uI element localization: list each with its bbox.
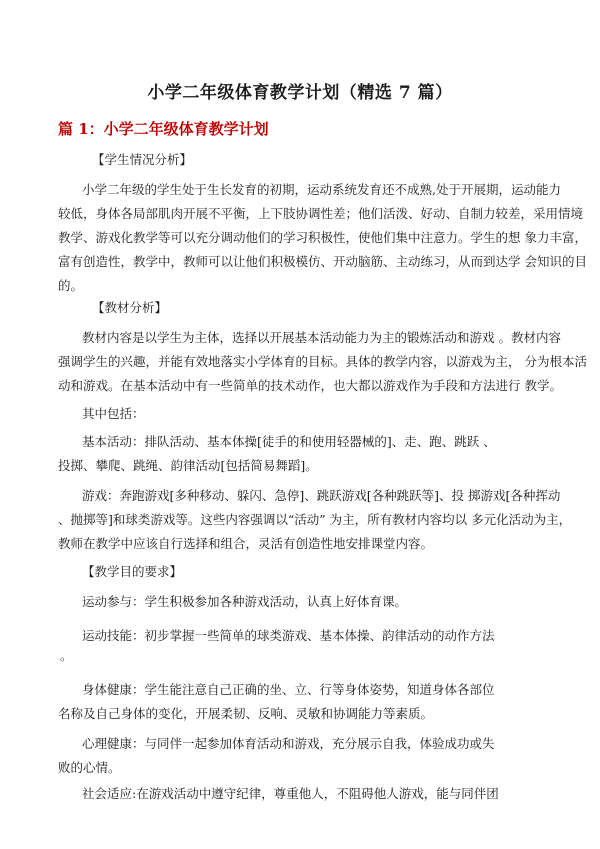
- student-analysis-label: 【学生情况分析】: [92, 152, 193, 167]
- paragraph-line: 教材内容是以学生为主体，选择以开展基本活动能力为主的锻炼活动和游戏 。教材内容: [82, 330, 561, 345]
- basic-activities-paragraph: [58, 430, 548, 478]
- paragraph-line: 败的心情。: [58, 760, 121, 775]
- paragraph-line: 名称及自己身体的变化，开展柔韧、反响、灵敏和协调能力等素质。: [58, 706, 434, 721]
- paragraph-line: 投掷、攀爬、跳绳、韵律活动[包括简易舞蹈]。: [58, 458, 318, 473]
- paragraph-line: 基本活动：排队活动、基本体操[徒手的和使用轻器械的]、走、跑、跳跃 、: [82, 434, 496, 449]
- paragraph-line: 富有创造性，教学中，教师可以让他们积极模仿、开动脑筋、主动练习，从而到达学 会知识的目: [58, 254, 587, 269]
- textbook-analysis-paragraph: [58, 326, 587, 398]
- paragraph-line: 教师在教学中应该自行选择和组合，灵活有创造性地安排课堂内容。: [58, 536, 434, 551]
- student-analysis-paragraph: [58, 178, 587, 298]
- mental-health-paragraph: [58, 732, 548, 780]
- section-heading: 篇 1：小学二年级体育教学计划: [58, 120, 269, 138]
- games-paragraph: [58, 484, 572, 556]
- physical-health-paragraph: [58, 678, 548, 726]
- teaching-goals-label: 【教学目的要求】: [82, 564, 183, 579]
- paragraph-line: 小学二年级的学生处于生长发育的初期，运动系统发育还不成熟,处于开展期，运动能力: [82, 182, 561, 197]
- paragraph-line: 强调学生的兴趣，并能有效地落实小学体育的目标。具体的教学内容，以游戏为主， 分为根本活: [58, 354, 587, 369]
- sports-skills-line: 运动技能：初步掌握一些简单的球类游戏、基本体操、韵律活动的动作方法: [82, 628, 495, 643]
- sports-participation-line: 运动参与：学生积极参加各种游戏活动，认真上好体育课。: [82, 594, 408, 609]
- paragraph-line: 心理健康：与同伴一起参加体育活动和游戏，充分展示自我，体验成功或失: [82, 736, 495, 751]
- includes-label: 其中包括：: [82, 406, 145, 421]
- paragraph-line: 、抛掷等]和球类游戏等。这些内容强调以“活动” 为主，所有教材内容均以 多元化活动为主，: [58, 512, 572, 527]
- paragraph-line: 较低，身体各局部肌肉开展不平衡，上下肢协调性差；他们活泼、好动、自制力较差，采用情境: [58, 206, 584, 221]
- social-adaptation-line: 社会适应:在游戏活动中遵守纪律，尊重他人，不阻碍他人游戏，能与同伴团: [82, 786, 499, 801]
- paragraph-line: 游戏：奔跑游戏[多种移动、躲闪、急停]、跳跃游戏[各种跳跃等]、投 掷游戏[各种挥动: [82, 488, 561, 503]
- document-title: 小学二年级体育教学计划（精选 7 篇）: [147, 83, 453, 103]
- textbook-analysis-label: 【教材分析】: [92, 300, 168, 315]
- paragraph-line: 身体健康：学生能注意自己正确的坐、立、行等身体姿势，知道身体各部位: [82, 682, 495, 697]
- paragraph-line: 动和游戏。在基本活动中有一些简单的技术动作，也大都以游戏作为手段和方法进行 教学。: [58, 378, 562, 393]
- paragraph-line: 的。: [58, 278, 84, 293]
- sports-skills-line-end: 。: [60, 648, 73, 663]
- paragraph-line: 教学、游戏化教学等可以充分调动他们的学习积极性，使他们集中注意力。学生的想 象力丰富，: [58, 230, 587, 245]
